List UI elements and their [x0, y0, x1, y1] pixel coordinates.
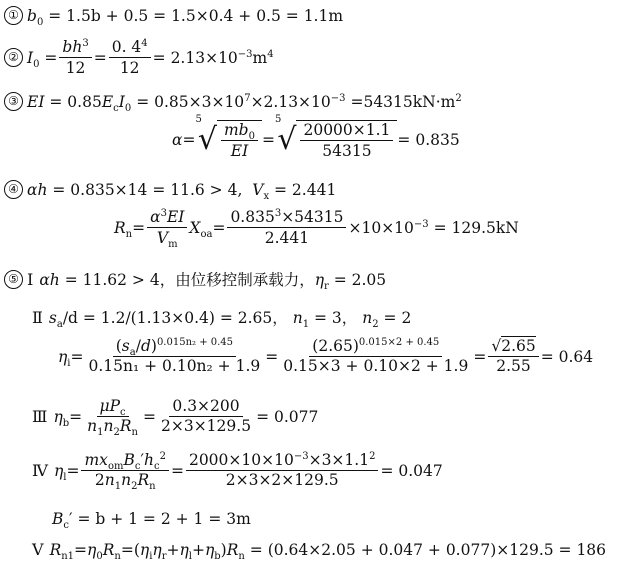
substep-4-line: Ⅳ $\eta_l=$ $\frac{mx_{om}B_c'h_c^2}{2n_1n_2R_n}$ = $\frac{2000\times 10\times 10^{-3}\times 3\times 1.1^2}{2\times 3\times 2\times 129.5}$ = 0.047 [32, 450, 443, 493]
alpha-root-2: 5 √ $\frac{20000\times 1.1}{54315}$ [275, 120, 397, 160]
eta-l-result: = 0.047 [380, 461, 443, 480]
i0-fraction: $\frac{bh^3}{12}$ [59, 38, 91, 77]
step-marker-4: ④ [4, 180, 23, 199]
substep-5-line [32, 540, 607, 562]
alpha-h-formula: αh = 0.835×14 = 11.6 > 4, $V_x = 2.441$ [27, 180, 337, 202]
substep-marker-1: Ⅰ [27, 269, 34, 289]
substep-marker-4: Ⅳ [32, 461, 48, 480]
i0-result: = $2.13\times 10^{-3}m^4$ [152, 48, 274, 67]
eta-b-fraction-1: $\frac{\mu P_c}{n_1n_2R_n}$ [87, 397, 138, 439]
substep-marker-2: Ⅱ [32, 307, 43, 327]
step-marker-2: ② [4, 48, 23, 67]
step-marker-5: ⑤ [4, 270, 23, 289]
bc-line [52, 510, 251, 532]
substep-marker-3: Ⅲ [32, 407, 48, 426]
substep-marker-5: Ⅴ [32, 540, 44, 559]
rn-fraction-1: $\frac{\alpha^3EI}{V_m}$ [147, 208, 187, 247]
alpha-result: = 0.835 [397, 131, 460, 149]
i0-symbol: $I_0$ = [27, 48, 58, 70]
eta-l-fraction-2: $\frac{2000\times 10\times 10^{-3}\times 3\times 1.1^2}{2\times 3\times 2\times 129.5}$ [186, 452, 379, 489]
eta-i-fraction-3: $\frac{√2.65}{2.55}$ [488, 338, 538, 375]
alpha-line: α= 5 √ $\frac{mb_0}{EI}$ = 5 √ $\frac{20000\times 1.1}{54315}$ = 0.835 [172, 114, 460, 160]
eta-b-result: = 0.077 [256, 407, 319, 426]
substep-2-line [32, 306, 412, 331]
eta-l-fraction-1: $\frac{mx_{om}B_c'h_c^2}{2n_1n_2R_n}$ [81, 452, 168, 489]
sa-d-formula: $s_a/d = 1.2/(1.13\times 0.4) = 2.65$， $n_1 = 3$， $n_2 = 2$ [48, 309, 412, 331]
rn-line: $R_n=$ $\frac{\alpha^3EI}{V_m}$ $X_{oa}=$ $\frac{0.835^3\times 54315}{2.441}$ $\times 10\times 10^{-3} = 129.5kN$ [114, 207, 519, 251]
bc-formula: $B_c' = b + 1 = 2 + 1 = 3m$ [52, 510, 251, 532]
step-3-line [4, 92, 462, 114]
rn1-formula: $R_{n1}=\eta_0R_n=(\eta_i\eta_r+\eta_l+\eta_b)R_n = (0.64\times 2.05 + 0.047 + 0.077)\times 129.5 = 186$ [49, 540, 607, 562]
eta-i-result: = 0.64 [540, 347, 594, 366]
step-5-line [4, 268, 387, 293]
rn-fraction-2: $\frac{0.835^3\times 54315}{2.441}$ [227, 208, 346, 247]
step-2-line: ② $I_0$ = $\frac{bh^3}{12}$ = $\frac{0. 4^4}{12}$ = $2.13\times 10^{-3}m^4$ [4, 38, 274, 77]
eta-i-line: $\eta_i=$ $\frac{(s_a/d)^{0.015n_2 + 0.45}}{\text{0.15n₁ + 0.10n₂ + 1.9}}$ = $\frac{(2.65)^{0.015\times 2 + 0.45}}{0.15\times 3 + 0.10\times 2 + 1.9}$ = $\frac{√2.65}{2.55}$ = 0.64 [58, 336, 594, 375]
alpha-h-check: αh = 11.62 > 4，由位移控制承载力，$\eta_r = 2.05$ [39, 271, 387, 293]
b0-value: = 1.5b + 0.5 = 1.5×0.4 + 0.5 = 1.1m [48, 6, 344, 25]
eta-i-fraction-1: $\frac{(s_a/d)^{0.015n_2 + 0.45}}{\text{0.15n₁ + 0.10n₂ + 1.9}}$ [88, 336, 261, 375]
step-4-line [4, 180, 337, 202]
substep-3-line: Ⅲ $\eta_b=$ $\frac{\mu P_c}{n_1n_2R_n}$ = $\frac{0.3\times 200}{2\times 3\times 129.5}$ = 0.077 [32, 397, 319, 439]
b0-formula: $b_0 = 1.5b + 0.5 = 1.5\times 0.4 + 0.5 = 1.1m$ [27, 6, 344, 28]
alpha-root-1: 5 √ $\frac{mb_0}{EI}$ [195, 120, 262, 160]
step-marker-3: ③ [4, 92, 23, 111]
step-marker-1: ① [4, 6, 23, 25]
rn-tail: $\times 10\times 10^{-3} = 129.5kN$ [348, 218, 519, 237]
ei-formula: EI = $0.85E_cI_0 = 0.85\times 3\times 10^7\times 2.13\times 10^{-3} =54315kN\cdot m^2$ [27, 92, 462, 114]
eta-b-fraction-2: $\frac{0.3\times 200}{2\times 3\times 129.5}$ [160, 397, 252, 435]
eta-i-fraction-2: $\frac{(2.65)^{0.015\times 2 + 0.45}}{0.15\times 3 + 0.10\times 2 + 1.9}$ [283, 336, 469, 375]
i0-value-fraction: $\frac{0. 4^4}{12}$ [109, 38, 151, 77]
step-1-line [4, 6, 344, 28]
